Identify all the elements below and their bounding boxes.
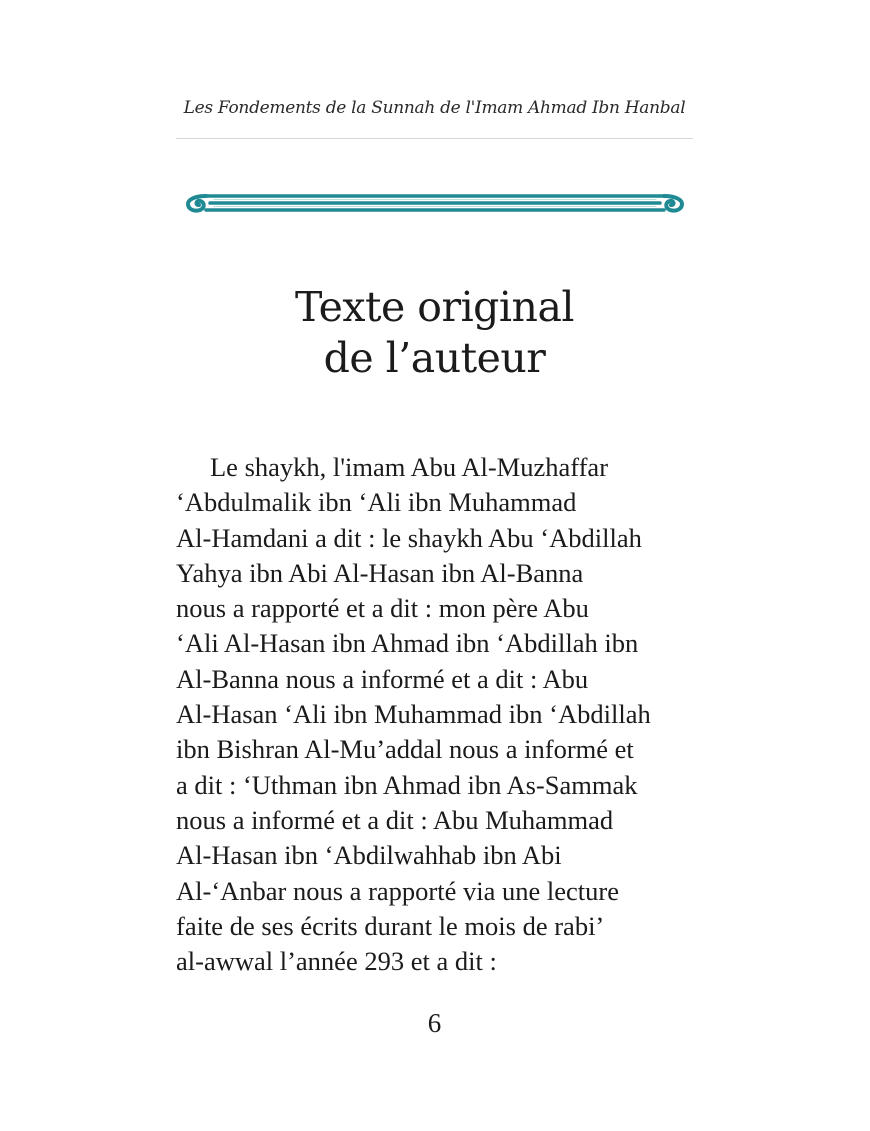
body-line: ibn Bishran Al-Mu’addal nous a informé et <box>176 734 634 765</box>
chapter-title <box>176 282 693 384</box>
chapter-title-line-1: Texte original <box>294 283 575 331</box>
body-line: Al-‘Anbar nous a rapporté via une lecture <box>176 875 619 906</box>
body-line: a dit : ‘Uthman ibn Ahmad ibn As-Sammak <box>176 769 638 800</box>
decorative-divider-ornament <box>184 188 686 218</box>
body-line: faite de ses écrits durant le mois de rabi’ <box>176 910 605 941</box>
body-line: nous a rapporté et a dit : mon père Abu <box>176 593 589 624</box>
body-paragraph <box>176 450 696 979</box>
body-line: Al-Hasan ‘Ali ibn Muhammad ibn ‘Abdillah <box>176 699 651 730</box>
chapter-title-line-2: de l’auteur <box>323 334 546 382</box>
body-line: nous a informé et a dit : Abu Muhammad <box>176 804 614 835</box>
running-header: Les Fondements de la Sunnah de l'Imam Ahmad Ibn Hanbal <box>183 98 686 118</box>
body-line: Le shaykh, l'imam Abu Al-Muzhaffar <box>210 452 609 482</box>
body-line: Al-Hamdani a dit : le shaykh Abu ‘Abdillah <box>176 522 642 553</box>
body-line: Yahya ibn Abi Al-Hasan ibn Al-Banna <box>176 557 584 588</box>
body-line: Al-Hasan ibn ‘Abdilwahhab ibn Abi <box>176 840 562 871</box>
body-line: al-awwal l’année 293 et a dit : <box>176 946 497 977</box>
header-divider <box>176 138 693 139</box>
body-line: ‘Ali Al-Hasan ibn Ahmad ibn ‘Abdillah ibn <box>176 628 639 659</box>
body-line: Al-Banna nous a informé et a dit : Abu <box>176 663 589 694</box>
body-line: ‘Abdulmalik ibn ‘Ali ibn Muhammad <box>176 487 577 518</box>
page-number: 6 <box>427 1008 442 1038</box>
